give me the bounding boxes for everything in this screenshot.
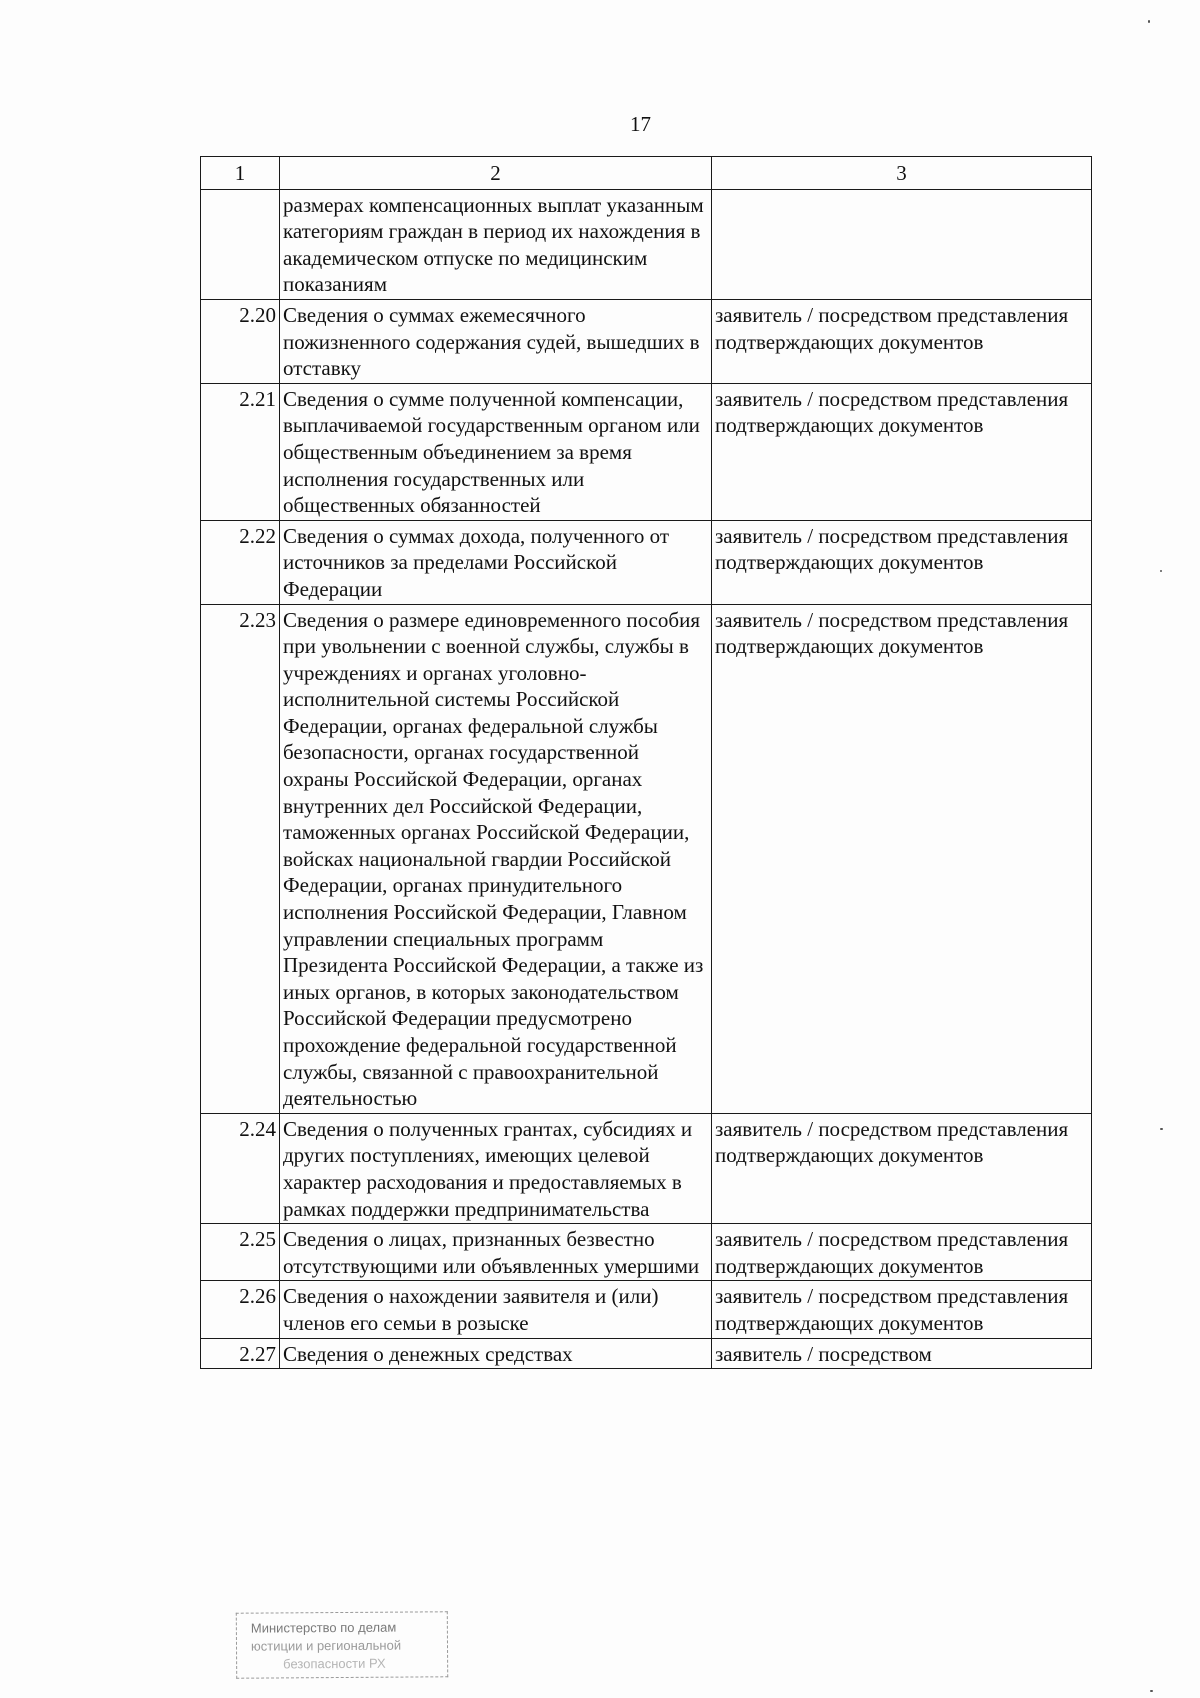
scan-speck xyxy=(1160,570,1162,572)
row-number: 2.20 xyxy=(201,299,280,383)
data-table xyxy=(200,156,1092,1369)
row-number: 2.22 xyxy=(201,520,280,604)
stamp-line: юстиции и региональной xyxy=(250,1637,402,1654)
column-header-description: 2 xyxy=(280,157,712,190)
table-row xyxy=(201,1113,1092,1223)
row-number: 2.21 xyxy=(201,383,280,520)
table-row xyxy=(201,1338,1092,1369)
row-description: Сведения о суммах дохода, полученного от источников за пределами Российской Федерации xyxy=(280,520,712,604)
row-description: Сведения о денежных средствах xyxy=(280,1338,712,1369)
row-source: заявитель / посредством представления подтверждающих документов xyxy=(712,520,1092,604)
table-row xyxy=(201,189,1092,299)
registration-stamp xyxy=(236,1611,448,1678)
row-number: 2.26 xyxy=(201,1281,280,1338)
table-row xyxy=(201,520,1092,604)
row-source: заявитель / посредством представления подтверждающих документов xyxy=(712,604,1092,1113)
page-number: 17 xyxy=(630,112,651,136)
row-source xyxy=(712,189,1092,299)
row-description: Сведения о нахождении заявителя и (или) членов его семьи в розыске xyxy=(280,1281,712,1338)
row-description: Сведения о лицах, признанных безвестно отсутствующими или объявленных умершими xyxy=(280,1224,712,1281)
table-header-row xyxy=(201,157,1092,190)
row-source: заявитель / посредством представления подтверждающих документов xyxy=(712,1113,1092,1223)
column-header-number: 1 xyxy=(201,157,280,190)
row-source: заявитель / посредством xyxy=(712,1338,1092,1369)
row-source: заявитель / посредством представления подтверждающих документов xyxy=(712,1224,1092,1281)
stamp-line: Министерство по делам xyxy=(250,1619,397,1636)
row-source: заявитель / посредством представления подтверждающих документов xyxy=(712,1281,1092,1338)
row-number: 2.25 xyxy=(201,1224,280,1281)
row-number: 2.24 xyxy=(201,1113,280,1223)
row-description: Сведения о размере единовременного пособия при увольнении с военной службы, службы в учреждениях и органах уголовно-исполнительной системы Российской Федерации, органах федеральной службы безопасности, органах государственной охраны Российской Федерации, органах внутренних дел Российской Федерации, таможенных органах Российской Федерации, войсках национальной гвардии Российской Федерации, органах принудительного исполнения Российской Федерации, Главном управлении специальных программ Президента Российской Федерации, а также из иных органов, в которых законодательством Российской Федерации предусмотрено прохождение федеральной государственной службы, связанной с правоохранительной деятельностью xyxy=(280,604,712,1113)
table-row xyxy=(201,299,1092,383)
scan-speck xyxy=(1150,1690,1153,1692)
row-description: Сведения о суммах ежемесячного пожизненного содержания судей, вышедших в отставку xyxy=(280,299,712,383)
row-number: 2.27 xyxy=(201,1338,280,1369)
row-description: Сведения о полученных грантах, субсидиях и других поступлениях, имеющих целевой характер расходования и предоставляемых в рамках поддержки предпринимательства xyxy=(280,1113,712,1223)
row-number: 2.23 xyxy=(201,604,280,1113)
row-description: размерах компенсационных выплат указанным категориям граждан в период их нахождения в академическом отпуске по медицинским показаниям xyxy=(280,189,712,299)
table-row xyxy=(201,383,1092,520)
scan-speck xyxy=(1148,20,1150,23)
row-source: заявитель / посредством представления подтверждающих документов xyxy=(712,299,1092,383)
row-number xyxy=(201,189,280,299)
table-row xyxy=(201,1224,1092,1281)
table-row xyxy=(201,1281,1092,1338)
scan-speck xyxy=(1160,1128,1163,1130)
row-source: заявитель / посредством представления подтверждающих документов xyxy=(712,383,1092,520)
stamp-line: безопасности РХ xyxy=(283,1655,386,1672)
table-row xyxy=(201,604,1092,1113)
row-description: Сведения о сумме полученной компенсации, выплачиваемой государственным органом или общественным объединением за время исполнения государственных или общественных обязанностей xyxy=(280,383,712,520)
column-header-source: 3 xyxy=(712,157,1092,190)
